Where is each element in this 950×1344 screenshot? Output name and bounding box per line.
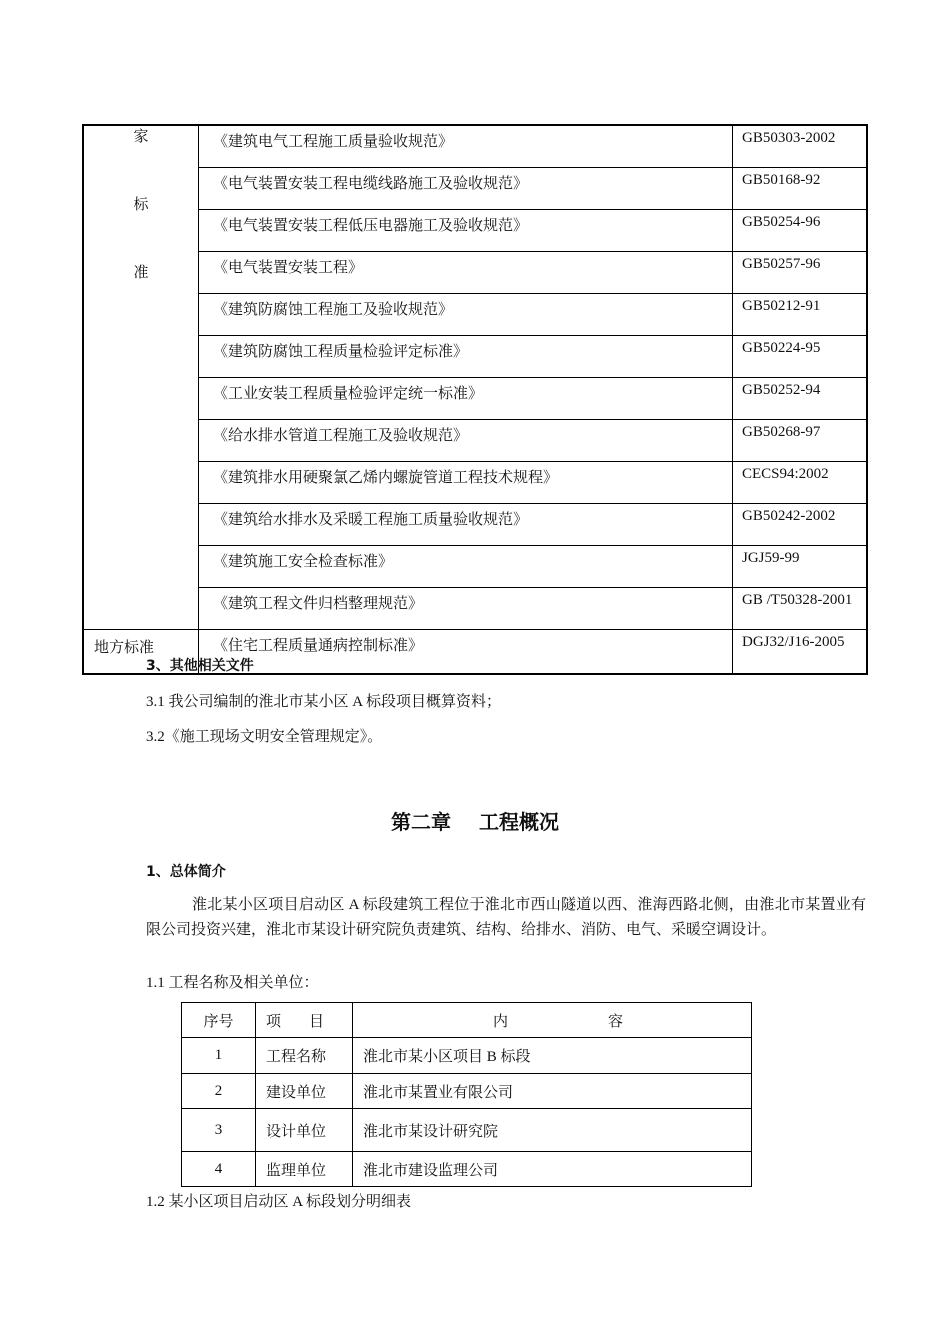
row-content: 淮北市某置业有限公司: [353, 1074, 752, 1109]
row-number: 4: [182, 1152, 256, 1187]
standard-code: DGJ32/J16-2005: [733, 630, 868, 675]
table-row: [83, 462, 867, 504]
table-row: [83, 210, 867, 252]
row-item: 建设单位: [256, 1074, 353, 1109]
table-row: [182, 1152, 752, 1187]
standard-code: GB50168-92: [733, 168, 868, 210]
column-header-char: 目: [308, 1013, 324, 1030]
project-units-table: [181, 1002, 752, 1187]
category-char: 准: [133, 265, 149, 281]
table-row: [182, 1038, 752, 1074]
standard-code: GB50212-91: [733, 294, 868, 336]
standard-name: 《给水排水管道工程施工及验收规范》: [199, 420, 733, 462]
standard-name: 《建筑电气工程施工质量验收规范》: [199, 125, 733, 168]
standard-code: CECS94:2002: [733, 462, 868, 504]
standard-name: 《建筑防腐蚀工程施工及验收规范》: [199, 294, 733, 336]
table-row: [83, 378, 867, 420]
national-standard-category-cell: [83, 125, 199, 630]
table-row: [83, 336, 867, 378]
column-header-char: 项: [266, 1013, 282, 1030]
table-row: [83, 546, 867, 588]
table-header-row: [182, 1003, 752, 1038]
standard-code: GB50252-94: [733, 378, 868, 420]
table-row: [83, 125, 867, 168]
standard-name: 《工业安装工程质量检验评定统一标准》: [199, 378, 733, 420]
chapter-number: 第二章: [391, 810, 451, 834]
standards-table: [82, 124, 868, 675]
standard-name: 《电气装置安装工程电缆线路施工及验收规范》: [199, 168, 733, 210]
body-text: 3.1 我公司编制的淮北市某小区 A 标段项目概算资料；: [146, 694, 502, 710]
row-number: 2: [182, 1074, 256, 1109]
column-header: [256, 1003, 353, 1038]
table-row: [83, 588, 867, 630]
column-header: 序号: [182, 1003, 256, 1038]
table-row: [182, 1109, 752, 1152]
standard-code: GB50303-2002: [733, 125, 868, 168]
standard-code: GB50268-97: [733, 420, 868, 462]
chapter-name: 工程概况: [479, 810, 559, 834]
standard-code: GB /T50328-2001: [733, 588, 868, 630]
standard-name: 《建筑工程文件归档整理规范》: [199, 588, 733, 630]
chapter-title: [0, 806, 950, 835]
table-row: [83, 420, 867, 462]
body-text: 3.2《施工现场文明安全管理规定》。: [146, 729, 383, 745]
category-char: 标: [133, 197, 149, 213]
category-char: 家: [133, 129, 149, 145]
column-header-char: 容: [607, 1013, 623, 1030]
standard-name: 《建筑施工安全检查标准》: [199, 546, 733, 588]
local-standard-category-cell: 地方标准: [83, 630, 199, 675]
standard-name: 《建筑给水排水及采暖工程施工质量验收规范》: [199, 504, 733, 546]
table-row: [83, 252, 867, 294]
row-content: 淮北市某设计研究院: [353, 1109, 752, 1152]
row-number: 1: [182, 1038, 256, 1074]
row-content: 淮北市建设监理公司: [353, 1152, 752, 1187]
row-item: 监理单位: [256, 1152, 353, 1187]
standard-name: 《建筑排水用硬聚氯乙烯内螺旋管道工程技术规程》: [199, 462, 733, 504]
table-row: [83, 294, 867, 336]
section-heading: 1、总体简介: [146, 864, 226, 880]
standard-code: GB50254-96: [733, 210, 868, 252]
row-item: 工程名称: [256, 1038, 353, 1074]
standard-name: 《建筑防腐蚀工程质量检验评定标准》: [199, 336, 733, 378]
row-item: 设计单位: [256, 1109, 353, 1152]
body-text: 1.1 工程名称及相关单位：: [146, 975, 319, 991]
row-content: 淮北市某小区项目 B 标段: [353, 1038, 752, 1074]
table-row: [83, 168, 867, 210]
standard-code: JGJ59-99: [733, 546, 868, 588]
row-number: 3: [182, 1109, 256, 1152]
standard-name: 《住宅工程质量通病控制标准》: [199, 630, 733, 675]
standard-name: 《电气装置安装工程低压电器施工及验收规范》: [199, 210, 733, 252]
body-paragraph: 淮北某小区项目启动区 A 标段建筑工程位于淮北市西山隧道以西、淮海西路北侧，由淮北市某置业有限公司投资兴建，淮北市某设计研究院负责建筑、结构、给排水、消防、电气、采暖空调设计。: [146, 897, 866, 938]
standard-code: GB50242-2002: [733, 504, 868, 546]
standard-code: GB50257-96: [733, 252, 868, 294]
standard-code: GB50224-95: [733, 336, 868, 378]
table-row: [182, 1074, 752, 1109]
table-row: [83, 504, 867, 546]
column-header-char: 内: [493, 1013, 509, 1030]
section-heading: 3、其他相关文件: [146, 658, 254, 674]
body-text: 1.2 某小区项目启动区 A 标段划分明细表: [146, 1194, 412, 1210]
standard-name: 《电气装置安装工程》: [199, 252, 733, 294]
column-header: [353, 1003, 752, 1038]
